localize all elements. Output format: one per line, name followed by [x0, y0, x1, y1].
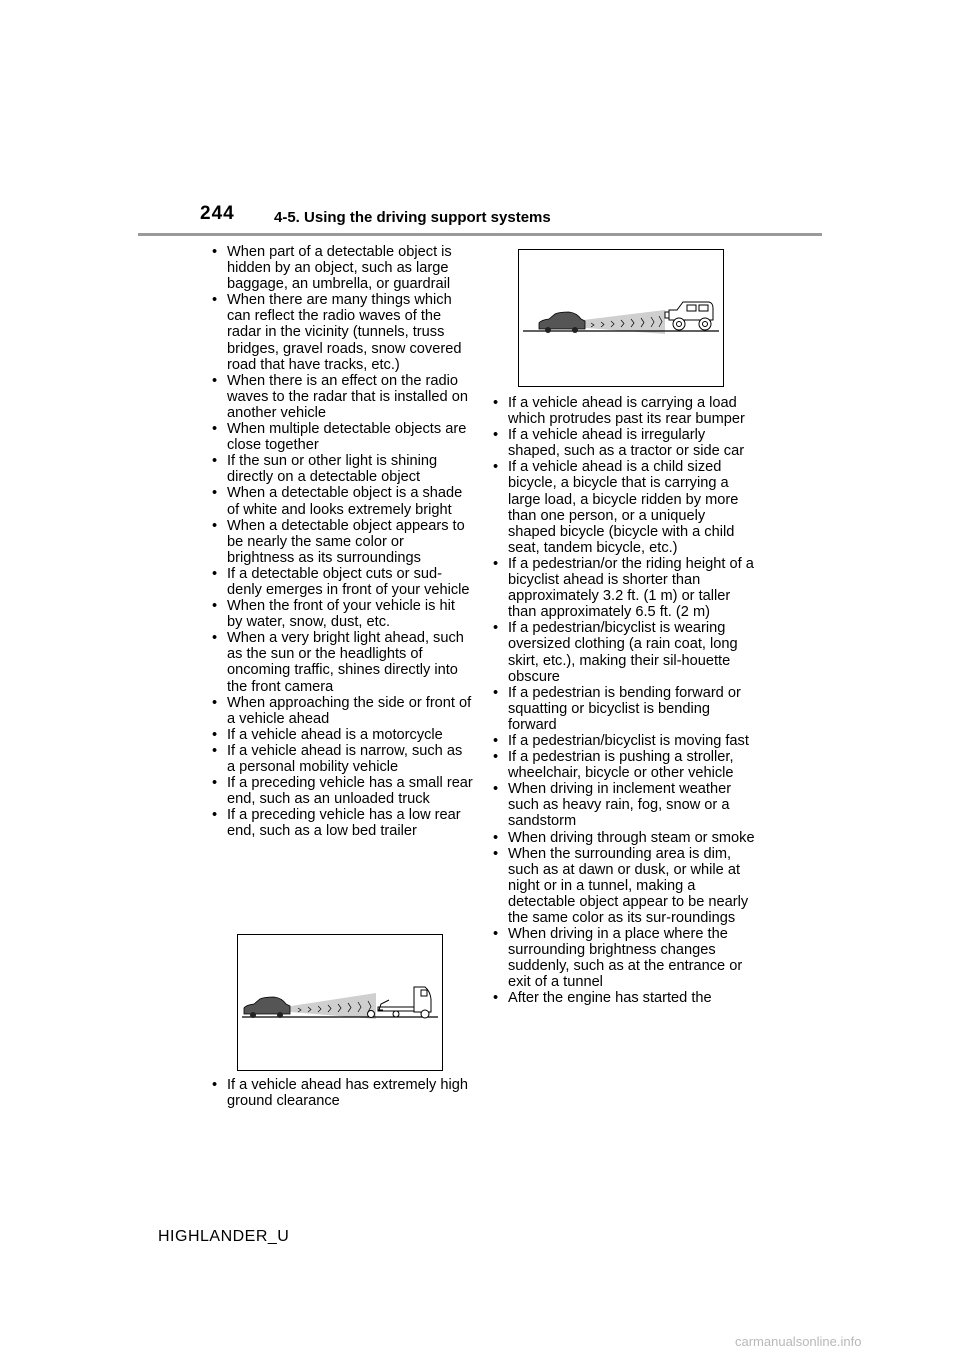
left-bullet-list-continued	[212, 1077, 474, 1109]
bullet-item: • If a vehicle ahead has extremely high ground clearance	[212, 1077, 474, 1109]
header-rule	[138, 233, 822, 236]
bullet-item: • After the engine has started the	[493, 990, 755, 1006]
right-column	[493, 395, 755, 1007]
bullet-item: • If a pedestrian is bending forward or squatting or bicyclist is bending forward	[493, 685, 755, 733]
bullet-item: • When the front of your vehicle is hit by water, snow, dust, etc.	[212, 598, 474, 630]
left-bullet-list	[212, 244, 474, 839]
high-clearance-vehicle-illustration	[518, 249, 724, 387]
bullet-item: • If a vehicle ahead is carrying a load which protrudes past its rear bumper	[493, 395, 755, 427]
right-bullet-list	[493, 395, 755, 1007]
bullet-item: • If a preceding vehicle has a low rear end, such as a low bed trailer	[212, 807, 474, 839]
left-column-continued	[212, 1077, 474, 1109]
radar-beam	[278, 993, 376, 1019]
bullet-item: • If a vehicle ahead is irregularly shaped, such as a tractor or side car	[493, 427, 755, 459]
bullet-item: • If the sun or other light is shining directly on a detectable object	[212, 453, 474, 485]
bullet-item: • When part of a detectable object is hidden by an object, such as large baggage, an umbrella, or guardrail	[212, 244, 474, 292]
own-car-icon	[244, 997, 290, 1018]
own-car-icon	[539, 312, 585, 333]
bullet-item: • When a very bright light ahead, such as the sun or the headlights of oncoming traffic, shines directly into the front camera	[212, 630, 474, 694]
bullet-item: • When driving in inclement weather such as heavy rain, fog, snow or a sandstorm	[493, 781, 755, 829]
bullet-item: • If a preceding vehicle has a small rear end, such as an unloaded truck	[212, 775, 474, 807]
bullet-item: • If a vehicle ahead is narrow, such as a personal mobility vehicle	[212, 743, 474, 775]
bullet-item: • When a detectable object is a shade of white and looks extremely bright	[212, 485, 474, 517]
left-column	[212, 244, 474, 839]
footer-model-code: HIGHLANDER_U	[158, 1228, 290, 1245]
bullet-item: • When multiple detectable objects are close together	[212, 421, 474, 453]
bullet-item: • When driving through steam or smoke	[493, 830, 755, 846]
bullet-item: • If a pedestrian/bicyclist is wearing oversized clothing (a rain coat, long skirt, etc.), making their sil-houette obscure	[493, 620, 755, 684]
low-bed-trailer-svg	[238, 935, 442, 1070]
bullet-item: • When there is an effect on the radio waves to the radar that is installed on another vehicle	[212, 373, 474, 421]
bullet-item: • If a pedestrian is pushing a stroller, wheelchair, bicycle or other vehicle	[493, 749, 755, 781]
high-clearance-svg	[519, 250, 723, 386]
bullet-item: • If a vehicle ahead is a child sized bicycle, a bicycle that is carrying a large load, a bicycle ridden by more than one person, or a uniquely shaped bicycle (bicycle with a child seat, tandem bicycle, etc.)	[493, 459, 755, 556]
bullet-item: • When there are many things which can reflect the radio waves of the radar in the vicinity (tunnels, truss bridges, gravel roads, snow covered road that have tracks, etc.)	[212, 292, 474, 372]
section-title: 4-5. Using the driving support systems	[274, 209, 551, 226]
bullet-item: • When the surrounding area is dim, such as at dawn or dusk, or while at night or in a tunnel, making a detectable object appear to be nearly the same color as its sur-roundings	[493, 846, 755, 926]
bullet-item: • If a detectable object cuts or sud-denly emerges in front of your vehicle	[212, 566, 474, 598]
bullet-item: • If a vehicle ahead is a motorcycle	[212, 727, 474, 743]
watermark: carmanualsonline.info	[735, 1334, 862, 1349]
high-clearance-truck-icon	[665, 302, 713, 330]
bullet-item: • If a pedestrian/or the riding height of a bicyclist ahead is shorter than approximately 3.2 ft. (1 m) or taller than approximately 6.5 ft. (2 m)	[493, 556, 755, 620]
bullet-item: • When approaching the side or front of a vehicle ahead	[212, 695, 474, 727]
low-bed-trailer-illustration	[237, 934, 443, 1071]
bullet-item: • When a detectable object appears to be nearly the same color or brightness as its surroundings	[212, 518, 474, 566]
low-bed-trailer-icon	[368, 987, 432, 1018]
bullet-item: • When driving in a place where the surrounding brightness changes suddenly, such as at the entrance or exit of a tunnel	[493, 926, 755, 990]
bullet-item: • If a pedestrian/bicyclist is moving fast	[493, 733, 755, 749]
page-number: 244	[200, 203, 235, 224]
